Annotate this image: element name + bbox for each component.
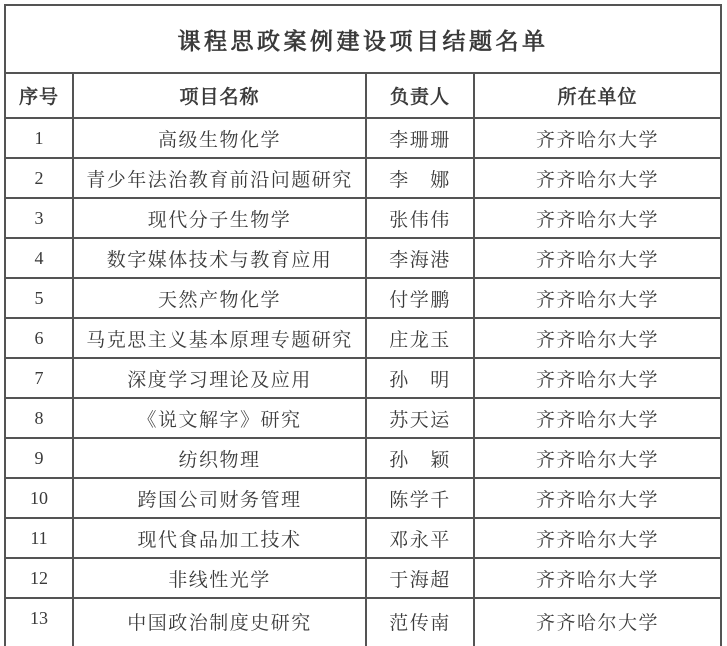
cell-project: 高级生物化学 (73, 118, 366, 158)
cell-leader: 范传南 (366, 598, 474, 646)
cell-leader: 李 娜 (366, 158, 474, 198)
cell-unit: 齐齐哈尔大学 (474, 358, 721, 398)
cell-leader: 付学鹏 (366, 278, 474, 318)
table-row (5, 278, 721, 318)
cell-unit: 齐齐哈尔大学 (474, 558, 721, 598)
cell-seq: 10 (5, 478, 73, 518)
project-conclusion-table (4, 4, 722, 646)
table-row (5, 518, 721, 558)
cell-unit: 齐齐哈尔大学 (474, 198, 721, 238)
cell-unit: 齐齐哈尔大学 (474, 438, 721, 478)
cell-leader: 苏天运 (366, 398, 474, 438)
cell-seq: 11 (5, 518, 73, 558)
table-row (5, 598, 721, 646)
cell-seq: 8 (5, 398, 73, 438)
cell-unit: 齐齐哈尔大学 (474, 478, 721, 518)
cell-seq: 1 (5, 118, 73, 158)
cell-project: 跨国公司财务管理 (73, 478, 366, 518)
cell-seq: 12 (5, 558, 73, 598)
cell-project: 青少年法治教育前沿问题研究 (73, 158, 366, 198)
cell-project: 非线性光学 (73, 558, 366, 598)
table-row (5, 398, 721, 438)
cell-unit: 齐齐哈尔大学 (474, 158, 721, 198)
cell-project: 数字媒体技术与教育应用 (73, 238, 366, 278)
cell-seq: 7 (5, 358, 73, 398)
cell-unit: 齐齐哈尔大学 (474, 318, 721, 358)
cell-leader: 李珊珊 (366, 118, 474, 158)
table-row (5, 158, 721, 198)
cell-project: 现代分子生物学 (73, 198, 366, 238)
cell-unit: 齐齐哈尔大学 (474, 518, 721, 558)
cell-leader: 孙 颖 (366, 438, 474, 478)
table-row (5, 478, 721, 518)
table-row (5, 238, 721, 278)
cell-leader: 庄龙玉 (366, 318, 474, 358)
cell-unit: 齐齐哈尔大学 (474, 118, 721, 158)
cell-unit: 齐齐哈尔大学 (474, 598, 721, 646)
cell-leader: 孙 明 (366, 358, 474, 398)
cell-unit: 齐齐哈尔大学 (474, 238, 721, 278)
cell-seq: 4 (5, 238, 73, 278)
cell-seq: 5 (5, 278, 73, 318)
cell-leader: 陈学千 (366, 478, 474, 518)
cell-project: 纺织物理 (73, 438, 366, 478)
table-row (5, 318, 721, 358)
table-row (5, 358, 721, 398)
table-title: 课程思政案例建设项目结题名单 (5, 5, 721, 73)
cell-leader: 张伟伟 (366, 198, 474, 238)
cell-project: 中国政治制度史研究 (73, 598, 366, 646)
cell-project: 天然产物化学 (73, 278, 366, 318)
table-title-row (5, 5, 721, 73)
cell-seq: 9 (5, 438, 73, 478)
table-row (5, 558, 721, 598)
cell-leader: 邓永平 (366, 518, 474, 558)
cell-project: 马克思主义基本原理专题研究 (73, 318, 366, 358)
cell-seq: 6 (5, 318, 73, 358)
table-row (5, 198, 721, 238)
cell-leader: 李海港 (366, 238, 474, 278)
column-header-leader: 负责人 (366, 73, 474, 118)
cell-seq: 13 (5, 598, 73, 646)
column-header-unit: 所在单位 (474, 73, 721, 118)
cell-seq: 2 (5, 158, 73, 198)
cell-seq: 3 (5, 198, 73, 238)
column-header-seq: 序号 (5, 73, 73, 118)
cell-unit: 齐齐哈尔大学 (474, 398, 721, 438)
cell-unit: 齐齐哈尔大学 (474, 278, 721, 318)
table-row (5, 118, 721, 158)
table-row (5, 438, 721, 478)
cell-project: 深度学习理论及应用 (73, 358, 366, 398)
cell-leader: 于海超 (366, 558, 474, 598)
table-header-row (5, 73, 721, 118)
cell-project: 现代食品加工技术 (73, 518, 366, 558)
column-header-project: 项目名称 (73, 73, 366, 118)
cell-project: 《说文解字》研究 (73, 398, 366, 438)
